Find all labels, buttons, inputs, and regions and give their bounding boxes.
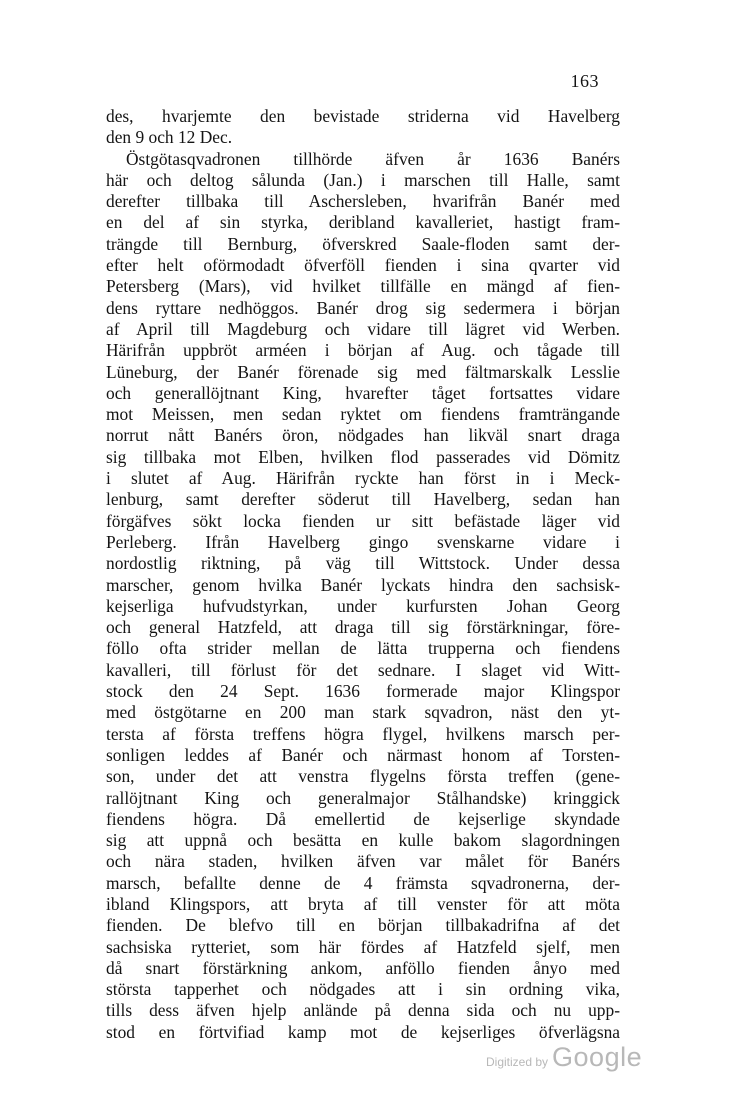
text-line: stock den 24 Sept. 1636 formerade major Klingspor [106, 681, 620, 702]
text-line: föllo ofta strider mellan de lätta trupperna och fiendens [106, 638, 620, 659]
text-line: och general Hatzfeld, att draga till sig förstärkningar, före- [106, 617, 620, 638]
text-line: efter helt oförmodadt öfverföll fienden i sina qvarter vid [106, 255, 620, 276]
text-line: af April till Magdeburg och vidare till lägret vid Werben. [106, 318, 620, 339]
page-number: 163 [570, 71, 599, 91]
text-line: des, hvarjemte den bevistade striderna vid Havelberg [106, 106, 620, 126]
text-line: här och deltog sålunda (Jan.) i marschen till Halle, samt [106, 169, 620, 190]
text-line: Petersberg (Mars), vid hvilket tillfälle en mängd af fien- [106, 276, 620, 297]
text-line: sachsiska rytteriet, som här fördes af Hatzfeld sjelf, men [106, 936, 620, 957]
text-line: med östgötarne en 200 man stark sqvadron, näst den yt- [106, 702, 620, 723]
text-line: trängde till Bernburg, öfverskred Saale-floden samt der- [106, 233, 620, 254]
text-line: förgäfves sökt locka fienden ur sitt befästade läger vid [106, 510, 620, 531]
text-line: då snart förstärkning ankom, anföllo fienden ånyo med [106, 957, 620, 978]
text-line: kejserliga hufvudstyrkan, under kurfursten Johan Georg [106, 595, 620, 616]
text-line: en del af sin styrka, deribland kavalleriet, hastigt fram- [106, 212, 620, 233]
text-line: mot Meissen, men sedan ryktet om fiendens framträngande [106, 404, 620, 425]
text-line: Lüneburg, der Banér förenade sig med fältmarskalk Lesslie [106, 361, 620, 382]
text-line: nordostlig riktning, på väg till Wittstock. Under dessa [106, 553, 620, 574]
text-line: sig tillbaka mot Elben, hvilken flod passerades vid Dömitz [106, 446, 620, 467]
body-text [106, 106, 620, 1043]
text-line: tersta af första treffens högra flygel, hvilkens marsch per- [106, 723, 620, 744]
text-line: tills dess äfven hjelp anlände på denna sida och nu upp- [106, 1000, 620, 1021]
text-line: norrut nått Banérs öron, nödgades han likväl snart draga [106, 425, 620, 446]
text-line: sig att uppnå och besätta en kulle bakom slagordningen [106, 830, 620, 851]
text-line: kavalleri, till förlust för det sednare. I slaget vid Witt- [106, 659, 620, 680]
text-line: fiendens högra. Då emellertid de kejserlige skyndade [106, 808, 620, 829]
watermark-brand: Google [552, 1042, 643, 1072]
text-line: rallöjtnant King och generalmajor Stålhandske) kringgick [106, 787, 620, 808]
text-line: marsch, befallte denne de 4 främsta sqvadronerna, der- [106, 872, 620, 893]
text-line: fienden. De blefvo till en början tillbakadrifna af det [106, 915, 620, 936]
text-line: sonligen leddes af Banér och närmast honom af Torsten- [106, 744, 620, 765]
text-line: Härifrån uppbröt arméen i början af Aug. och tågade till [106, 340, 620, 361]
text-line: och generallöjtnant King, hvarefter tåget fortsattes vidare [106, 382, 620, 403]
text-line: son, under det att venstra flygelns första treffen (gene- [106, 766, 620, 787]
text-line: Perleberg. Ifrån Havelberg gingo svenskarne vidare i [106, 531, 620, 552]
digitized-by-google-watermark [486, 1042, 642, 1073]
text-line: största tapperhet och nödgades att i sin ordning vika, [106, 979, 620, 1000]
text-line: i slutet af Aug. Härifrån ryckte han först in i Meck- [106, 468, 620, 489]
text-line: och nära staden, hvilken äfven var målet för Banérs [106, 851, 620, 872]
text-line: derefter tillbaka till Aschersleben, hvarifrån Banér med [106, 191, 620, 212]
watermark-prefix: Digitized by [486, 1055, 549, 1069]
text-line: dens ryttare nedhöggos. Banér drog sig sedermera i början [106, 297, 620, 318]
text-line: ibland Klingspors, att bryta af till venster för att möta [106, 893, 620, 914]
text-line: lenburg, samt derefter söderut till Havelberg, sedan han [106, 489, 620, 510]
text-line: marscher, genom hvilka Banér lyckats hindra den sachsisk- [106, 574, 620, 595]
text-line: Östgötasqvadronen tillhörde äfven år 1636 Banérs [126, 148, 620, 169]
text-line: den 9 och 12 Dec. [106, 127, 233, 148]
text-line: stod en förtvifiad kamp mot de kejserliges öfverlägsna [106, 1021, 620, 1042]
